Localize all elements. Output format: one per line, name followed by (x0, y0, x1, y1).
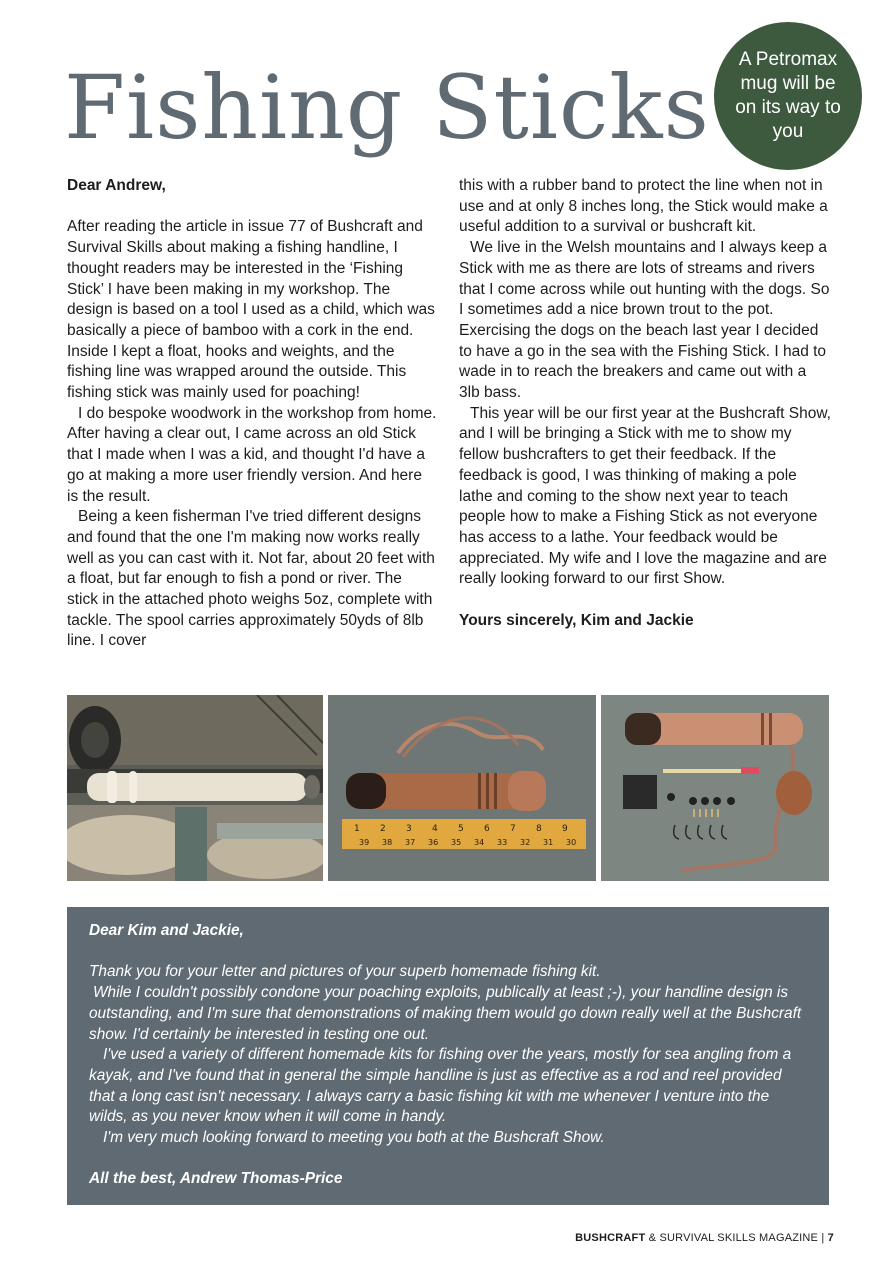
letter-column-right (459, 176, 831, 631)
ruler-inch-label: 2 (380, 824, 386, 834)
letter-paragraph: this with a rubber band to protect the line when not in use and at only 8 inches long, the Stick would make a useful addition to a survival or bushcraft kit. (459, 177, 828, 236)
ruler-cm-label: 38 (382, 838, 393, 847)
reply-paragraph: I'm very much looking forward to meeting you both at the Bushcraft Show. (103, 1129, 605, 1147)
kit-components-illustration (601, 695, 829, 881)
reply-paragraph: While I couldn't possibly condone your poaching exploits, publically at least ;-), your handline design is outstanding, and I'm sure that demonstrations of making them would go down really well at the Bushcraft show. I'd certainly be interested in testing one out. (89, 984, 802, 1043)
photo-kit-components (601, 695, 829, 881)
ruler-inch-label: 1 (354, 824, 360, 834)
prize-badge-text: A Petromax mug will be on its way to you (735, 49, 841, 142)
letter-paragraph: I do bespoke woodwork in the workshop from home. After having a clear out, I came across an old Stick that I made when I was a kid, and thought I'd have a go at making a more user friendly version. And here is the result. (67, 404, 437, 505)
letter-signoff: Yours sincerely, Kim and Jackie (459, 611, 694, 629)
page-title: Fishing Sticks (64, 56, 710, 159)
lathe-photo-illustration (67, 695, 323, 881)
reply-paragraph: I've used a variety of different homemade kits for fishing over the years, mostly for sea angling from a kayak, and I've found that in general the simple handline is just as effective as a rod and reel provided that a long cast isn't necessary. I always carry a basic fishing kit with me whenever I venture into the wilds, as you never know when it will come in handy. (89, 1046, 792, 1126)
letter-paragraph: We live in the Welsh mountains and I always keep a Stick with me as there are lots of streams and rivers that I come across while out hunting with the dogs. So I sometimes add a nice brown trout to the pot. Exercising the dogs on the beach last year I decided to have a go in the sea with the Fishing Stick. I had to wade in to reach the breakers and came out with a 3lb bass. (459, 239, 830, 402)
photo-lathe (67, 695, 323, 881)
letter-greeting: Dear Andrew, (67, 177, 166, 194)
ruler-inch-label: 8 (536, 824, 542, 834)
letter-paragraph: Being a keen fisherman I've tried different designs and found that the one I'm making now works really well as you can cast with it. Not far, about 20 feet with a float, but far enough to fish a pond or river. The stick in the attached photo weighs 5oz, complete with tackle. The spool carries approximately 50yds of 8lb line. I cover (67, 508, 435, 650)
footer-magazine-rest: & SURVIVAL SKILLS MAGAZINE (645, 1232, 819, 1244)
page-number: 7 (827, 1232, 834, 1244)
letter-paragraph: After reading the article in issue 77 of Bushcraft and Survival Skills about making a fishing handline, I thought readers may be interested in the ‘Fishing Stick’ I have been making in my workshop. The design is based on a tool I used as a child, which was basically a piece of bamboo with a cork in the end. Inside I kept a float, hooks and weights, and the fishing line was wrapped around the outside. This fishing stick was mainly used for poaching! (67, 218, 435, 402)
ruler-cm-label: 36 (428, 838, 439, 847)
ruler-inch-label: 5 (458, 824, 464, 834)
letter-paragraph: This year will be our first year at the Bushcraft Show, and I will be bringing a Stick with me to show my fellow bushcrafters to get their feedback. If the feedback is good, I was thinking of making a pole lathe and coming to the show next year to teach people how to make a Fishing Stick as not everyone has access to a lathe. Your feedback would be appreciated. My wife and I love the magazine and are really looking forward to our first Show. (459, 404, 831, 588)
ruler-inch-label: 3 (406, 824, 412, 834)
ruler-cm-label: 39 (359, 838, 370, 847)
ruler-cm-label: 34 (474, 838, 485, 847)
editor-reply-box (67, 907, 829, 1205)
footer-separator: | (818, 1232, 828, 1244)
ruler-inch-label: 7 (510, 824, 516, 834)
photo-stick-ruler (328, 695, 596, 881)
prize-badge (714, 22, 862, 170)
page-footer (575, 1232, 834, 1244)
ruler-inch-label: 9 (562, 824, 568, 834)
footer-magazine-bold: BUSHCRAFT (575, 1232, 646, 1244)
ruler-inch-label: 4 (432, 824, 438, 834)
ruler-inch-label: 6 (484, 824, 490, 834)
ruler-cm-label: 35 (451, 838, 462, 847)
letter-column-left (67, 176, 437, 652)
ruler-cm-label: 33 (497, 838, 508, 847)
reply-paragraph: Thank you for your letter and pictures of your superb homemade fishing kit. (89, 963, 601, 981)
ruler-cm-label: 30 (566, 838, 577, 847)
ruler-cm-label: 32 (520, 838, 531, 847)
stick-ruler-illustration (328, 695, 596, 881)
reply-greeting: Dear Kim and Jackie, (89, 922, 244, 939)
reply-signoff: All the best, Andrew Thomas-Price (89, 1170, 343, 1188)
ruler-cm-label: 37 (405, 838, 416, 847)
ruler-cm-label: 31 (543, 838, 554, 847)
